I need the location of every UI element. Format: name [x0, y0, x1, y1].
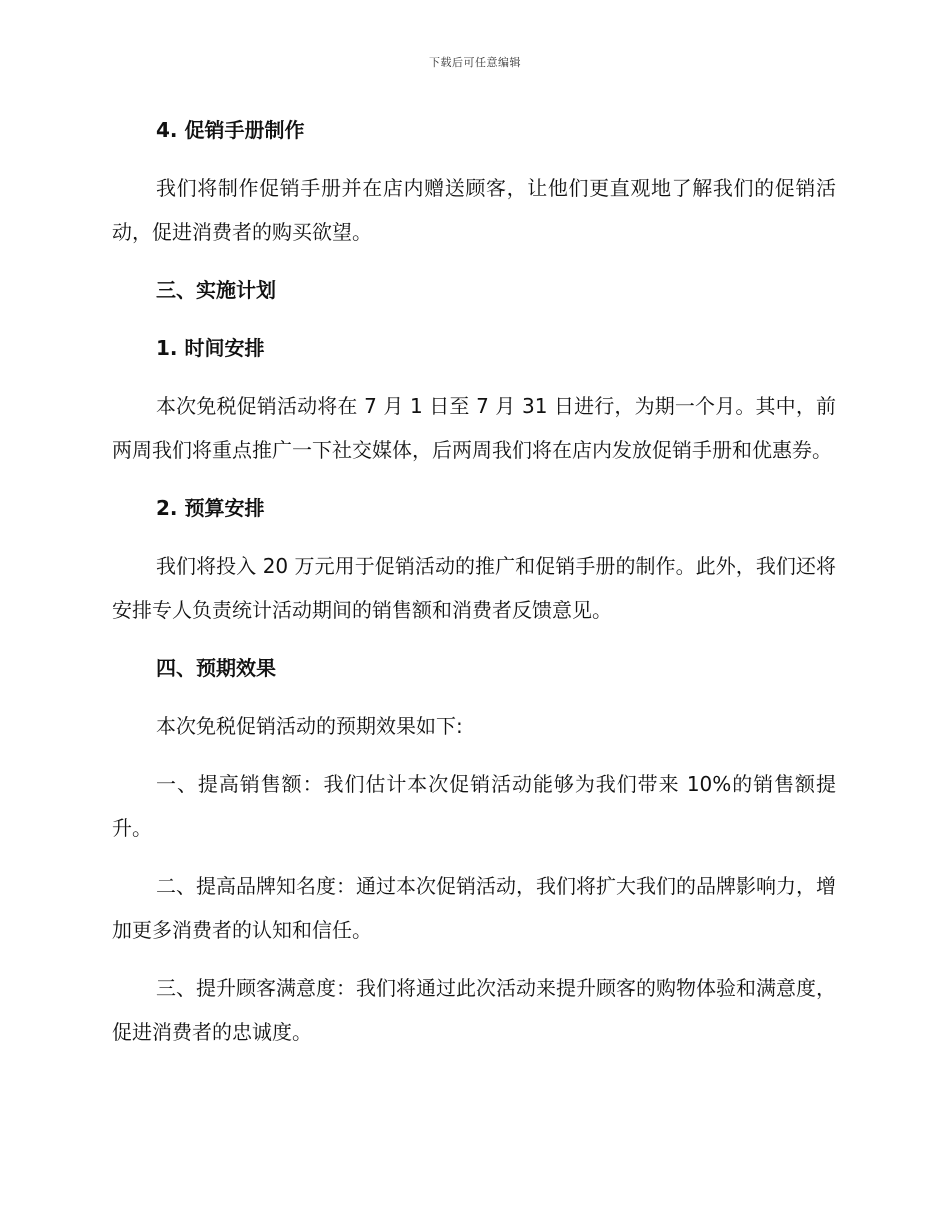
page-header: 下载后可任意编辑 — [429, 56, 521, 69]
document-body — [112, 108, 836, 1068]
paragraph-expected-intro: 本次免税促销活动的预期效果如下: — [156, 714, 463, 738]
paragraph-brochure: 我们将制作促销手册并在店内赠送顾客，让他们更直观地了解我们的促销活动，促进消费者的购买欲望。 — [112, 176, 836, 244]
section-heading-brochure: 4. 促销手册制作 — [156, 118, 305, 142]
section-heading-budget: 2. 预算安排 — [156, 496, 265, 520]
section-heading-schedule: 1. 时间安排 — [156, 336, 265, 360]
paragraph-brand-awareness: 二、提高品牌知名度：通过本次促销活动，我们将扩大我们的品牌影响力，增加更多消费者的认知和信任。 — [112, 874, 836, 942]
section-heading-expected-results: 四、预期效果 — [156, 656, 276, 680]
section-heading-implementation: 三、实施计划 — [156, 278, 276, 302]
paragraph-sales-increase: 一、提高销售额：我们估计本次促销活动能够为我们带来 10%的销售额提升。 — [112, 772, 836, 840]
paragraph-budget: 我们将投入 20 万元用于促销活动的推广和促销手册的制作。此外，我们还将安排专人负责统计活动期间的销售额和消费者反馈意见。 — [112, 554, 836, 622]
paragraph-schedule: 本次免税促销活动将在 7 月 1 日至 7 月 31 日进行，为期一个月。其中，前两周我们将重点推广一下社交媒体，后两周我们将在店内发放促销手册和优惠券。 — [112, 394, 836, 462]
paragraph-customer-satisfaction: 三、提升顾客满意度：我们将通过此次活动来提升顾客的购物体验和满意度，促进消费者的忠诚度。 — [112, 976, 836, 1044]
